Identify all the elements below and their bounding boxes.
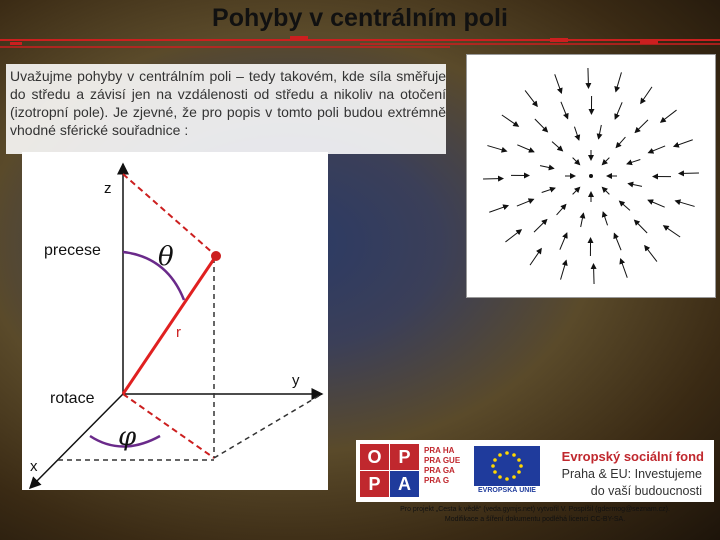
- field-arrow: [679, 173, 699, 174]
- opp-letter: A: [390, 471, 419, 497]
- point-mass: [211, 251, 221, 261]
- coordinate-axes: [22, 152, 328, 490]
- field-arrow: [483, 178, 503, 179]
- x-axis: [30, 394, 123, 488]
- field-arrow: [648, 200, 665, 207]
- opp-logo: [360, 444, 420, 498]
- field-arrow: [664, 226, 681, 237]
- field-arrow: [603, 212, 607, 225]
- x-axis-label: x: [30, 458, 38, 475]
- opp-letter: P: [360, 471, 389, 497]
- projection-line: [214, 394, 322, 458]
- projection-line: [123, 394, 214, 458]
- field-arrow: [555, 74, 562, 93]
- field-arrow: [602, 187, 609, 194]
- opp-letter: P: [390, 444, 419, 470]
- field-arrow: [616, 137, 625, 147]
- field-arrow: [645, 246, 657, 262]
- radius-label: r: [176, 324, 181, 341]
- praha-line: PRA GUE: [424, 456, 461, 465]
- field-arrow: [540, 166, 554, 169]
- field-arrow: [599, 125, 602, 139]
- field-arrow: [502, 115, 519, 126]
- field-arrow: [573, 187, 580, 194]
- precession-label: precese: [44, 242, 101, 259]
- eu-logo: [474, 446, 540, 496]
- esf-line-1: Praha & EU: Investujeme: [561, 467, 702, 481]
- rotation-label: rotace: [50, 390, 95, 407]
- field-arrow: [517, 145, 534, 152]
- field-arrow: [641, 87, 652, 104]
- praha-logo: [424, 446, 460, 486]
- z-axis-label: z: [104, 180, 112, 197]
- theta-arc: [123, 252, 184, 300]
- field-arrow: [588, 68, 589, 88]
- credits: [356, 505, 714, 525]
- field-arrow: [648, 146, 665, 153]
- field-arrow: [635, 120, 648, 133]
- esf-title: Evropský sociální fond: [561, 449, 704, 464]
- opp-letter: O: [360, 444, 389, 470]
- page-title: Pohyby v centrálním poli: [212, 4, 508, 32]
- field-arrow: [602, 158, 609, 165]
- field-arrow: [542, 188, 555, 192]
- field-arrow: [616, 72, 622, 91]
- field-arrow: [593, 264, 594, 284]
- eu-label: EVROPSKÁ UNIE: [478, 487, 536, 494]
- field-arrow: [573, 158, 580, 165]
- field-arrow: [505, 230, 521, 242]
- field-arrow: [619, 201, 629, 210]
- field-arrow: [525, 90, 537, 106]
- phi-label: φ: [118, 422, 137, 452]
- esf-line-2: do vaší budoucnosti: [590, 484, 702, 498]
- field-arrow: [621, 259, 628, 278]
- central-field-arrows: [467, 55, 715, 297]
- field-arrow: [635, 220, 648, 233]
- credits-line-1: Pro projekt „Cesta k vědě“ (veda.gymjs.net) vytvořil V. Pospíšil (gdermog@seznam.cz).: [400, 506, 670, 513]
- field-arrow: [675, 201, 694, 207]
- intro-text: Uvažujme pohyby v centrálním poli – tedy takovém, kde síla směřuje do středu a závisí jen na vzdálenosti od středu a nikoliv na otočení (izotropní pole). Je zjevné, že pro popis v tomto poli budou extrémně vhodné sférické souřadnice :: [10, 68, 446, 138]
- field-arrow: [581, 213, 584, 227]
- spherical-coordinates-diagram: [22, 152, 328, 490]
- credits-line-2: Modifikace a šíření dokumentu podléhá licenci CC-BY-SA.: [444, 516, 626, 523]
- field-arrow: [489, 206, 508, 213]
- field-arrow: [557, 204, 566, 214]
- field-arrow: [517, 199, 534, 206]
- y-axis-label: y: [292, 372, 300, 389]
- field-arrow: [574, 127, 578, 140]
- praha-line: PRA HA: [424, 446, 455, 455]
- theta-label: θ: [158, 242, 174, 272]
- field-arrow: [628, 184, 642, 187]
- field-arrow: [627, 159, 640, 163]
- esf-banner: [356, 440, 714, 502]
- field-arrow: [614, 233, 621, 250]
- eu-stars: [474, 446, 540, 486]
- field-arrow: [487, 146, 506, 152]
- field-arrow: [615, 102, 622, 119]
- field-arrow: [560, 233, 567, 250]
- field-arrow: [661, 110, 677, 122]
- field-arrow: [561, 260, 567, 279]
- field-arrow: [552, 142, 562, 151]
- field-center: [589, 174, 593, 178]
- field-arrow: [535, 119, 548, 132]
- field-arrow: [530, 249, 541, 266]
- field-arrow: [534, 220, 547, 233]
- eu-flag: [474, 446, 540, 486]
- central-field-panel: [466, 54, 716, 298]
- praha-line: PRA GA: [424, 466, 455, 475]
- field-arrow: [561, 102, 568, 119]
- field-arrow: [674, 140, 693, 147]
- praha-line: PRA G: [424, 476, 450, 485]
